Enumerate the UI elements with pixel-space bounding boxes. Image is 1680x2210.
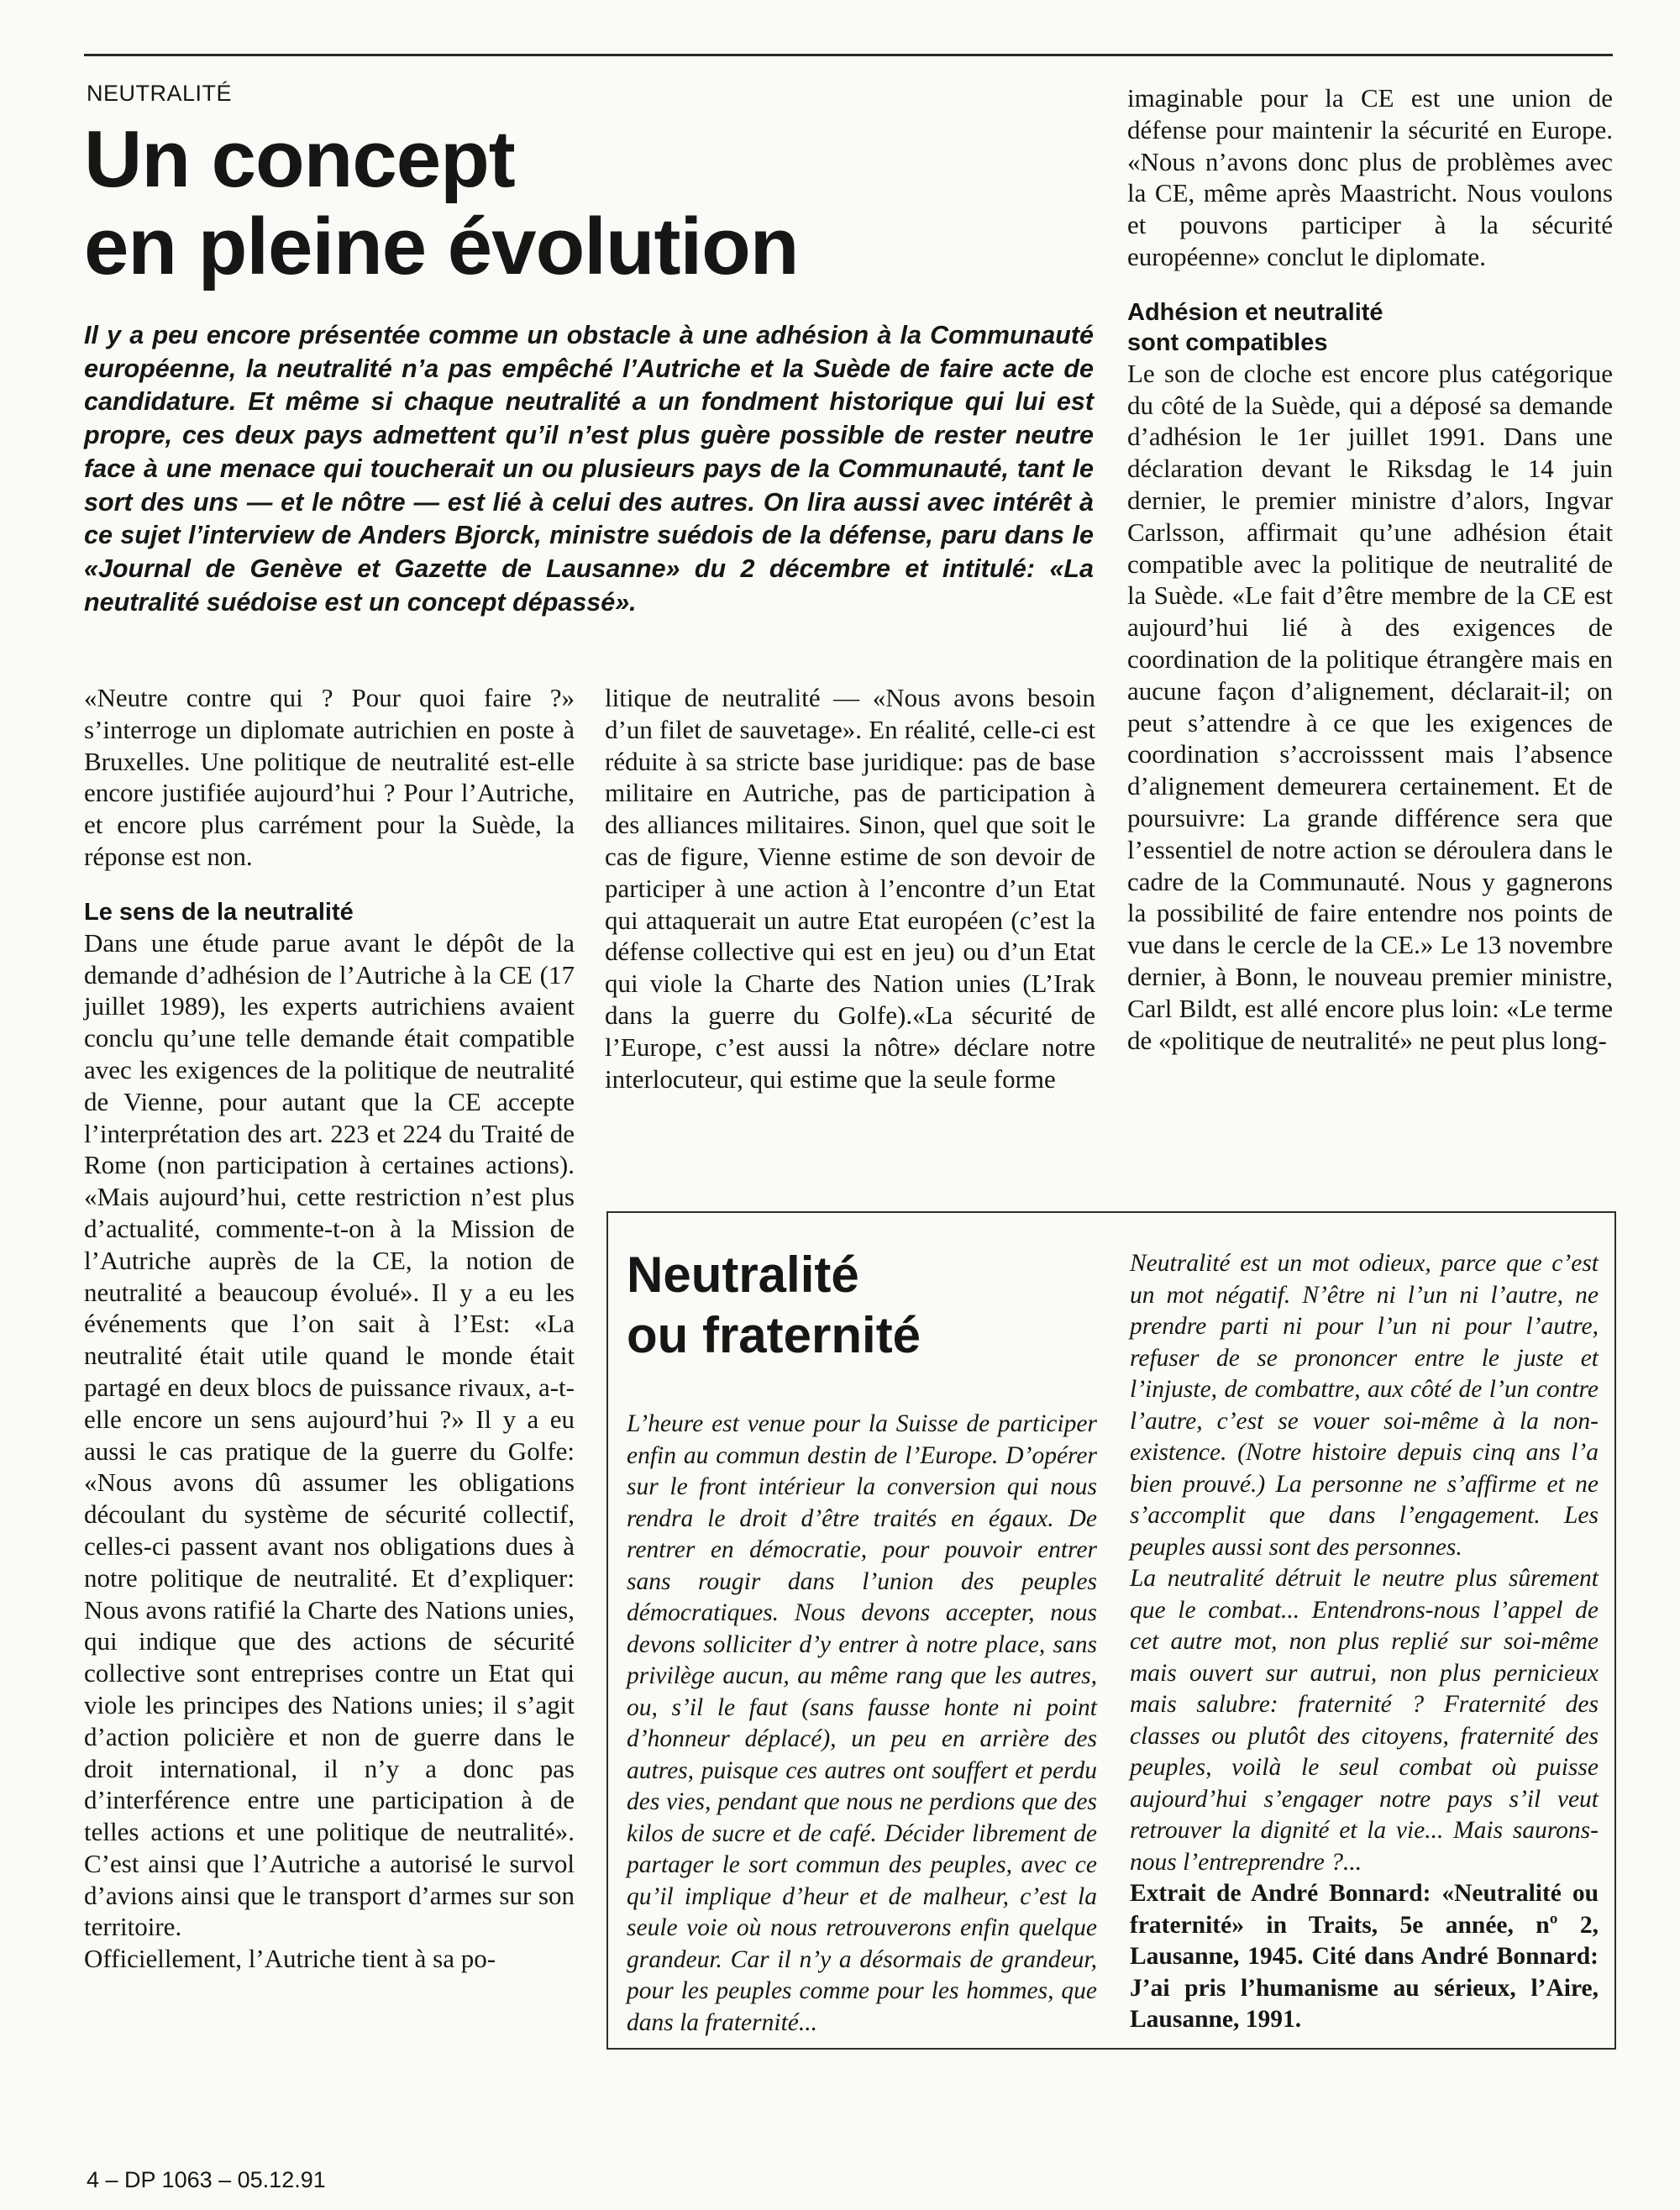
subheading-adhesion <box>1127 297 1613 358</box>
body-paragraph: imaginable pour la CE est une union de défense pour maintenir la sécurité en Europe. «Nous n’avons donc plus de problèmes avec la CE, même après Maastricht. Nous voulons et pouvons participer à la sécurité européenne» conclut le diplomate. <box>1127 83 1613 271</box>
body-paragraph: litique de neutralité — «Nous avons besoin d’un filet de sauvetage». En réalité, celle-ci est réduite à sa stricte base juridique: pas de base militaire en Autriche, pas de participation à des alliances militaires. Sinon, quel que soit le cas de figure, Vienne estime de son devoir de participer à une action à l’encontre d’un Etat qui attaquerait un autre Etat européen (c’est la défense collective qui est en jeu) ou d’un Etat qui viole la Charte des Nation unies (L’Irak dans la guerre du Golfe).«La sécurité de l’Europe, c’est aussi la nôtre» déclare notre interlocuteur, qui estime que la seule forme <box>605 683 1095 1094</box>
article-title <box>84 116 798 291</box>
article-column-1 <box>84 682 575 1975</box>
subheading-line-2: sont compatibles <box>1127 328 1328 356</box>
page-folio: 4 – DP 1063 – 05.12.91 <box>87 2167 326 2192</box>
subheading-line-1: Adhésion et neutralité <box>1127 298 1383 326</box>
title-line-1: Un concept <box>84 114 515 204</box>
sidebar-title-line-1: Neutralité <box>627 1247 859 1303</box>
sidebar-paragraph: L’heure est venue pour la Suisse de participer enfin au commun destin de l’Europe. D’opérer sur le front intérieur la conversion qui nous rendra le droit d’être traités en égaux. De rentrer en démocratie, pour pouvoir entrer sans rougir dans l’union des peuples démocratiques. Nous devons accepter, nous devons solliciter d’y entrer à notre place, sans privilège aucun, au même rang que les autres, ou, s’il le faut (sans fausse honte ni point d’honneur déplacé), un peu en arrière des autres, puisque ces autres ont souffert et perdu des vies, pendant que nous ne perdions que des kilos de sucre et de café. Décider librement de partager le sort commun des peuples, avec ce qu’il implique d’heur et de malheur, c’est la seule voie où nous retrouverons enfin quelque grandeur. Car il n’y a désormais de grandeur, pour les peuples comme pour les hommes, que dans la fraternité... <box>627 1410 1097 2036</box>
sidebar-title-line-2: ou fraternité <box>627 1307 921 1363</box>
title-line-2: en pleine évolution <box>84 202 799 291</box>
sidebar-box <box>606 1211 1616 2050</box>
body-paragraph-tail: Officiellement, l’Autriche tient à sa po- <box>84 1944 496 1974</box>
lead-paragraph: Il y a peu encore présentée comme un obstacle à une adhésion à la Communauté européenne, la neutralité n’a pas empêché l’Autriche et la Suède de faire acte de candidature. Et même si chaque neutralité a un fondment historique qui lui est propre, ces deux pays admettent qu’il n’est plus guère possible de rester neutre face à une menace qui toucherait un ou plusieurs pays de la Communauté, tant le sort des uns — et le nôtre — est lié à celui des autres. On lira aussi avec intérêt à ce sujet l’interview de Anders Bjorck, ministre suédois de la défense, paru dans le «Journal de Genève et Gazette de Lausanne» du 2 décembre et intitulé: «La neutralité suédoise est un concept dépassé». <box>84 321 1094 617</box>
top-rule <box>84 54 1613 56</box>
sidebar-column-2 <box>1130 1248 1599 2036</box>
sidebar-paragraph: La neutralité détruit le neutre plus sûrement que le combat... Entendrons-nous l’appel de cet autre mot, non plus replié sur soi-même mais ouvert sur autrui, non plus pernicieux mais salubre: fraternité ? Fraternité des classes ou plutôt des citoyens, fraternité des peuples, voilà le seul combat où puisse aujourd’hui s’engager notre pays s’il veut retrouver la dignité et la vie... Mais saurons-nous l’entreprendre ?... <box>1130 1565 1599 1876</box>
sidebar-source-credit: Extrait de André Bonnard: «Neutralité ou fraternité» in Traits, 5e année, nº 2, Lausanne, 1945. Cité dans André Bonnard: J’ai pris l’humanisme au sérieux, l’Aire, Lausanne, 1991. <box>1130 1880 1599 2033</box>
article-column-3 <box>1127 82 1613 1056</box>
sidebar-title <box>627 1245 921 1366</box>
article-column-2 <box>605 682 1095 1095</box>
sidebar-paragraph: Neutralité est un mot odieux, parce que c’est un mot négatif. N’être ni l’un ni l’autre, ne prendre parti ni pour l’un ni pour l’autre, refuser de se prononcer entre le juste et l’injuste, de combattre, aux côté de l’un contre l’autre, c’est se vouer soi-même à la non-existence. (Notre histoire depuis cinq ans l’a bien prouvé.) La personne ne s’affirme et ne s’accomplit que dans l’engagement. Les peuples aussi sont des personnes. <box>1130 1250 1599 1561</box>
sidebar-column-1 <box>627 1409 1097 2039</box>
subheading-sens-neutralite: Le sens de la neutralité <box>84 898 354 926</box>
section-rubric: NEUTRALITÉ <box>87 81 233 106</box>
body-paragraph: Dans une étude parue avant le dépôt de la demande d’adhésion de l’Autriche à la CE (17 juillet 1989), les experts autrichiens avaient conclu qu’une telle demande était compatible avec les exigences de la politique de neutralité de Vienne, pour autant que la CE accepte l’interprétation des art. 223 et 224 du Traité de Rome (non participation à certaines actions). «Mais aujourd’hui, cette restriction n’est plus d’actualité, commente-t-on à la Mission de l’Autriche auprès de la CE, la notion de neutralité a beaucoup évolué». Il y a eu les événements que l’on sait à l’Est: «La neutralité était utile quand le monde était partagé en deux blocs de puissance rivaux, a-t-elle encore un sens aujourd’hui ?» Il y a eu aussi le cas pratique de la guerre du Golfe: «Nous avons dû assumer les obligations découlant du système de sécurité collectif, celles-ci passent avant nos obligations dues à notre politique de neutralité. Et d’expliquer: Nous avons ratifié la Charte des Nations unies, qui indique que des actions de sécurité collective sont entreprises contre un Etat qui viole les principes des Nations unies; il s’agit d’action policière et non de guerre dans le droit international, il n’y a donc pas d’interférence entre une participation à de telles actions et une politique de neutralité». C’est ainsi que l’Autriche a autorisé le survol d’avions ainsi que le transport d’armes sur son territoire. <box>84 927 575 1942</box>
body-paragraph: Le son de cloche est encore plus catégorique du côté de la Suède, qui a déposé sa demande d’adhésion le 1er juillet 1991. Dans une déclaration devant le Riksdag le 14 juin dernier, le premier ministre d’alors, Ingvar Carlsson, affirmait qu’une adhésion était compatible avec la politique de neutralité de la Suède. «Le fait d’être membre de la CE est aujourd’hui lié à des exigences de coordination de la politique étrangère mais en aucune façon d’alignement, déclarait-il; on peut s’attendre à ce que les exigences de coordination s’accroisssent mais l’absence d’alignement demeurera certainement. Et de poursuivre: La grande différence sera que l’essentiel de notre action se déroulera dans le cadre de la Communauté. Nous y gagnerons la possibilité de faire entendre nos points de vue dans le cercle de la CE.» Le 13 novembre dernier, à Bonn, le nouveau premier ministre, Carl Bildt, est allé encore plus loin: «Le terme de «politique de neutralité» ne peut plus long- <box>1127 358 1613 1055</box>
intro-paragraph: «Neutre contre qui ? Pour quoi faire ?» s’interroge un diplomate autrichien en poste à Bruxelles. Une politique de neutralité est-elle encore justifiée aujourd’hui ? Pour l’Autriche, et encore plus carrément pour la Suède, la réponse est non. <box>84 683 575 871</box>
